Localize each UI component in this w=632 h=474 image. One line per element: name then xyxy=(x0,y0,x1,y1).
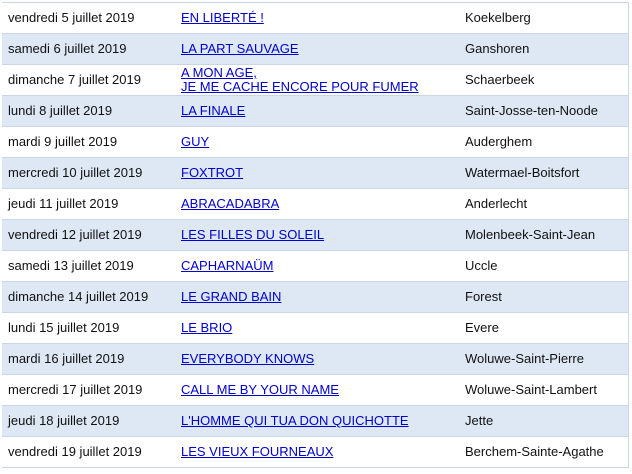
film-title-link[interactable]: GUY xyxy=(181,134,210,149)
screening-date: lundi 15 juillet 2019 xyxy=(2,313,174,344)
film-title-link[interactable]: EN LIBERTÉ ! xyxy=(181,10,264,25)
table-row xyxy=(2,96,629,127)
screening-date: vendredi 5 juillet 2019 xyxy=(2,3,174,34)
screening-commune: Auderghem xyxy=(457,127,629,158)
screening-commune: Molenbeek-Saint-Jean xyxy=(457,220,629,251)
film-title-link[interactable]: LES FILLES DU SOLEIL xyxy=(181,227,325,242)
screening-commune: Berchem-Sainte-Agathe xyxy=(457,437,629,468)
film-title-link[interactable]: EVERYBODY KNOWS xyxy=(181,351,315,366)
screening-date: mercredi 17 juillet 2019 xyxy=(2,375,174,406)
screening-date: jeudi 11 juillet 2019 xyxy=(2,189,174,220)
film-title-link[interactable]: LE BRIO xyxy=(181,320,233,335)
screening-commune: Forest xyxy=(457,282,629,313)
screening-date: vendredi 19 juillet 2019 xyxy=(2,437,174,468)
table-row xyxy=(2,375,629,406)
table-row xyxy=(2,313,629,344)
table-row xyxy=(2,437,629,468)
film-title-link[interactable]: L'HOMME QUI TUA DON QUICHOTTE xyxy=(181,413,409,428)
screening-date: mercredi 10 juillet 2019 xyxy=(2,158,174,189)
screening-commune: Koekelberg xyxy=(457,3,629,34)
film-title-link[interactable]: LA PART SAUVAGE xyxy=(181,41,299,56)
table-row xyxy=(2,189,629,220)
film-title-link[interactable]: LE GRAND BAIN xyxy=(181,289,282,304)
screening-commune: Ganshoren xyxy=(457,34,629,65)
screening-commune: Saint-Josse-ten-Noode xyxy=(457,96,629,127)
screening-date: lundi 8 juillet 2019 xyxy=(2,96,174,127)
table-row xyxy=(2,65,629,96)
table-row xyxy=(2,344,629,375)
film-title-link[interactable]: CAPHARNAÜM xyxy=(181,258,274,273)
screening-date: dimanche 7 juillet 2019 xyxy=(2,65,174,96)
screening-date: mardi 9 juillet 2019 xyxy=(2,127,174,158)
table-row xyxy=(2,251,629,282)
screening-commune: Schaerbeek xyxy=(457,65,629,96)
film-title-link[interactable] xyxy=(181,65,457,94)
screening-commune: Anderlecht xyxy=(457,189,629,220)
table-row xyxy=(2,3,629,34)
screening-date: dimanche 14 juillet 2019 xyxy=(2,282,174,313)
table-row xyxy=(2,34,629,65)
film-title-link[interactable]: CALL ME BY YOUR NAME xyxy=(181,382,339,397)
screening-commune: Jette xyxy=(457,406,629,437)
film-title-link[interactable]: LES VIEUX FOURNEAUX xyxy=(181,444,334,459)
screening-commune: Woluwe-Saint-Pierre xyxy=(457,344,629,375)
screening-schedule-table xyxy=(2,2,629,468)
screening-commune: Uccle xyxy=(457,251,629,282)
screening-date: samedi 13 juillet 2019 xyxy=(2,251,174,282)
film-title-link[interactable]: FOXTROT xyxy=(181,165,244,180)
screening-commune: Evere xyxy=(457,313,629,344)
table-row xyxy=(2,158,629,189)
screening-date: mardi 16 juillet 2019 xyxy=(2,344,174,375)
film-title-link[interactable]: LA FINALE xyxy=(181,103,246,118)
screening-date: jeudi 18 juillet 2019 xyxy=(2,406,174,437)
film-title-line-1: A MON AGE, xyxy=(181,65,257,80)
screening-date: samedi 6 juillet 2019 xyxy=(2,34,174,65)
table-row xyxy=(2,220,629,251)
film-title-link[interactable]: ABRACADABRA xyxy=(181,196,280,211)
screening-commune: Woluwe-Saint-Lambert xyxy=(457,375,629,406)
table-row xyxy=(2,127,629,158)
table-row xyxy=(2,406,629,437)
table-row xyxy=(2,282,629,313)
screening-commune: Watermael-Boitsfort xyxy=(457,158,629,189)
screening-date: vendredi 12 juillet 2019 xyxy=(2,220,174,251)
film-title-line-2: JE ME CACHE ENCORE POUR FUMER xyxy=(181,79,419,94)
